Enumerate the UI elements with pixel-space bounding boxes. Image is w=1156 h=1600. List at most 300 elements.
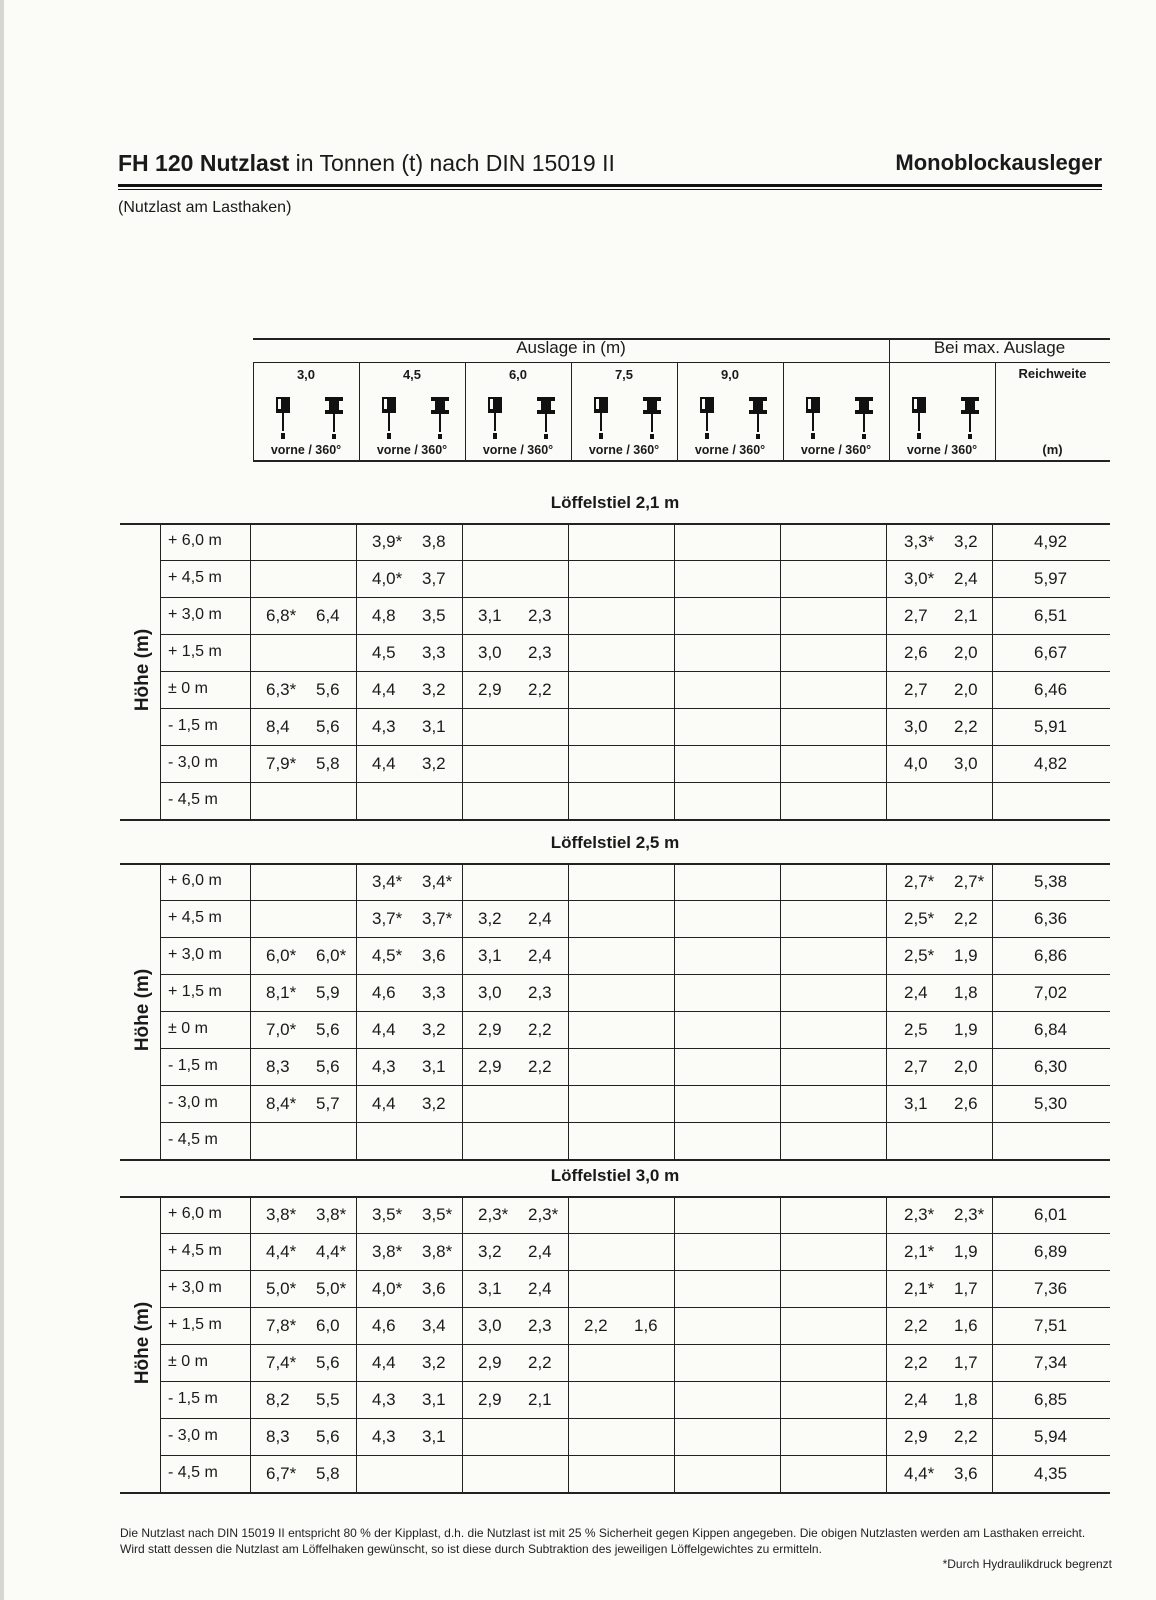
excavator-front-icon — [909, 396, 931, 440]
max-load-front: 2,7 — [904, 1057, 928, 1076]
load-360: 5,6 — [316, 1353, 340, 1372]
load-front: 4,8 — [372, 606, 396, 625]
reach-value: 7,36 — [1034, 1279, 1068, 1298]
excavator-360-icon — [747, 396, 769, 440]
reach-label: Reichweite — [1018, 366, 1087, 381]
load-360: 5,6 — [316, 1020, 340, 1039]
load-front: 8,3 — [266, 1057, 290, 1076]
row-rule — [160, 1233, 1110, 1234]
load-front: 3,5* — [372, 1205, 403, 1224]
excavator-front-icon — [379, 396, 401, 440]
height-axis-label: Höhe (m) — [132, 1301, 153, 1385]
load-front: 4,3 — [372, 1057, 396, 1076]
load-front: 4,4* — [266, 1242, 297, 1261]
col-divider — [568, 863, 569, 1159]
load-front: 3,9* — [372, 532, 403, 551]
load-front: 8,4* — [266, 1094, 297, 1113]
distance-label: 6,0 — [508, 367, 528, 382]
load-front: 3,8* — [266, 1205, 297, 1224]
max-load-front: 2,4 — [904, 983, 928, 1002]
height-label: + 4,5 m — [168, 909, 222, 926]
load-360: 5,6 — [316, 717, 340, 736]
load-front: 6,8* — [266, 606, 297, 625]
load-front: 2,9 — [478, 1020, 502, 1039]
max-load-360: 1,9 — [954, 1020, 978, 1039]
height-label: ± 0 m — [168, 680, 208, 697]
column-header — [253, 338, 1110, 470]
col-divider — [780, 1196, 781, 1492]
reach-value: 5,97 — [1034, 569, 1068, 588]
row-rule — [120, 1492, 1110, 1494]
load-360: 3,7* — [422, 909, 453, 928]
axis-divider — [160, 523, 161, 819]
max-auslage-label: Bei max. Auslage — [933, 338, 1066, 357]
load-front: 4,5 — [372, 643, 396, 662]
load-front: 4,3 — [372, 1427, 396, 1446]
max-load-360: 1,8 — [954, 1390, 978, 1409]
section-title: Löffelstiel 2,5 m — [550, 833, 680, 852]
height-label: + 6,0 m — [168, 532, 222, 549]
load-front: 2,9 — [478, 680, 502, 699]
row-rule — [160, 937, 1110, 938]
max-load-front: 2,4 — [904, 1390, 928, 1409]
col-divider — [356, 1196, 357, 1492]
load-front: 6,7* — [266, 1464, 297, 1483]
col-divider — [250, 523, 251, 819]
load-360: 3,6 — [422, 1279, 446, 1298]
load-front: 7,0* — [266, 1020, 297, 1039]
load-360: 3,8 — [422, 532, 446, 551]
row-rule — [160, 671, 1110, 672]
load-360: 3,2 — [422, 1094, 446, 1113]
max-load-front: 2,3* — [904, 1205, 935, 1224]
load-front: 4,0* — [372, 1279, 403, 1298]
load-front: 3,2 — [478, 909, 502, 928]
row-rule — [160, 1307, 1110, 1308]
height-label: + 6,0 m — [168, 1205, 222, 1222]
height-label: - 3,0 m — [168, 1094, 218, 1111]
load-front: 3,0 — [478, 983, 502, 1002]
distance-label: 4,5 — [402, 367, 422, 382]
reach-value: 6,84 — [1034, 1020, 1068, 1039]
load-front: 6,0* — [266, 946, 297, 965]
max-load-360: 2,2 — [954, 717, 978, 736]
excavator-360-icon — [959, 396, 981, 440]
max-load-front: 2,5 — [904, 1020, 928, 1039]
load-front: 4,4 — [372, 680, 396, 699]
max-load-front: 2,5* — [904, 946, 935, 965]
footer-text: Die Nutzlast nach DIN 15019 II entspricht 80 % der Kipplast, d.h. die Nutzlast ist mit 25 % Sicherheit gegen Kippen angegeben. Die obigen Nutzlasten werden am Lasthaken erreicht. Wird statt dessen die Nutzlast am Löffelhaken gewünscht, so ist diese durch Subtraktion des jeweiligen Löffelgewichtes zu ermitteln. — [120, 1526, 1086, 1556]
max-load-front: 3,0* — [904, 569, 935, 588]
load-360: 3,5* — [422, 1205, 453, 1224]
load-360: 2,4 — [528, 909, 552, 928]
max-load-front: 2,7* — [904, 872, 935, 891]
row-rule — [160, 560, 1110, 561]
height-label: + 3,0 m — [168, 946, 222, 963]
height-label: - 4,5 m — [168, 791, 218, 808]
col-divider — [462, 1196, 463, 1492]
load-360: 5,8 — [316, 754, 340, 773]
load-front: 4,6 — [372, 1316, 396, 1335]
col-divider — [356, 523, 357, 819]
section-block — [120, 830, 1110, 1164]
row-rule — [160, 1455, 1110, 1456]
excavator-360-icon — [429, 396, 451, 440]
reach-value: 6,67 — [1034, 643, 1068, 662]
section-block — [120, 1163, 1110, 1497]
orientation-label: vorne / 360° — [376, 443, 448, 457]
load-360: 2,3* — [528, 1205, 559, 1224]
reach-unit: (m) — [1042, 442, 1063, 457]
row-rule — [160, 1270, 1110, 1271]
reach-value: 6,86 — [1034, 946, 1068, 965]
height-label: - 3,0 m — [168, 754, 218, 771]
footer-note: *Durch Hydraulikdruck begrenzt — [942, 1557, 1112, 1571]
load-360: 3,2 — [422, 1020, 446, 1039]
col-divider — [992, 863, 993, 1159]
reach-value: 6,51 — [1034, 606, 1068, 625]
row-rule — [160, 974, 1110, 975]
table-top-rule — [120, 523, 1110, 525]
load-front: 4,6 — [372, 983, 396, 1002]
height-label: + 4,5 m — [168, 569, 222, 586]
model-name: FH 120 — [118, 150, 194, 176]
col-divider — [886, 1196, 887, 1492]
row-rule — [160, 1011, 1110, 1012]
height-label: + 3,0 m — [168, 1279, 222, 1296]
excavator-front-icon — [485, 396, 507, 440]
max-load-360: 2,2 — [954, 1427, 978, 1446]
load-360: 3,1 — [422, 717, 446, 736]
load-front: 2,3* — [478, 1205, 509, 1224]
load-360: 3,8* — [422, 1242, 453, 1261]
row-rule — [160, 708, 1110, 709]
load-front: 4,3 — [372, 1390, 396, 1409]
max-load-front: 2,5* — [904, 909, 935, 928]
row-rule — [160, 745, 1110, 746]
col-divider — [250, 1196, 251, 1492]
col-divider — [356, 863, 357, 1159]
height-label: - 1,5 m — [168, 1390, 218, 1407]
height-axis-label: Höhe (m) — [132, 628, 153, 712]
load-360: 4,4* — [316, 1242, 347, 1261]
load-360: 5,8 — [316, 1464, 340, 1483]
load-360: 5,5 — [316, 1390, 340, 1409]
max-load-front: 2,6 — [904, 643, 928, 662]
load-front: 8,1* — [266, 983, 297, 1002]
reach-value: 4,35 — [1034, 1464, 1068, 1483]
load-360: 5,7 — [316, 1094, 340, 1113]
max-load-360: 2,0 — [954, 680, 978, 699]
col-divider — [568, 1196, 569, 1492]
reach-value: 5,38 — [1034, 872, 1068, 891]
col-divider — [886, 523, 887, 819]
load-360: 3,1 — [422, 1427, 446, 1446]
load-360: 2,3 — [528, 606, 552, 625]
height-axis-label: Höhe (m) — [132, 968, 153, 1052]
load-front: 8,2 — [266, 1390, 290, 1409]
header-rule — [118, 184, 1102, 187]
load-360: 2,3 — [528, 643, 552, 662]
reach-value: 6,85 — [1034, 1390, 1068, 1409]
excavator-front-icon — [273, 396, 295, 440]
excavator-360-icon — [641, 396, 663, 440]
reach-value: 7,34 — [1034, 1353, 1068, 1372]
load-front: 3,0 — [478, 643, 502, 662]
page-title — [118, 150, 615, 177]
max-load-360: 1,9 — [954, 1242, 978, 1261]
load-front: 4,4 — [372, 1094, 396, 1113]
max-load-360: 3,2 — [954, 532, 978, 551]
load-360: 3,1 — [422, 1057, 446, 1076]
reach-value: 5,30 — [1034, 1094, 1068, 1113]
load-360: 2,2 — [528, 1057, 552, 1076]
load-360: 2,4 — [528, 1279, 552, 1298]
load-360: 2,2 — [528, 680, 552, 699]
max-load-360: 3,0 — [954, 754, 978, 773]
max-load-360: 2,0 — [954, 1057, 978, 1076]
load-360: 3,5 — [422, 606, 446, 625]
reach-value: 7,51 — [1034, 1316, 1068, 1335]
row-rule — [120, 819, 1110, 821]
load-front: 6,3* — [266, 680, 297, 699]
load-front: 3,7* — [372, 909, 403, 928]
col-divider — [780, 523, 781, 819]
load-360: 5,0* — [316, 1279, 347, 1298]
load-front: 3,1 — [478, 1279, 502, 1298]
load-360: 6,4 — [316, 606, 340, 625]
row-rule — [160, 782, 1110, 783]
section-title: Löffelstiel 3,0 m — [550, 1166, 680, 1185]
header-mid-rule — [253, 362, 1110, 363]
excavator-front-icon — [803, 396, 825, 440]
header-col-divider — [889, 338, 890, 460]
max-load-front: 2,7 — [904, 680, 928, 699]
row-rule — [160, 597, 1110, 598]
row-rule — [160, 1085, 1110, 1086]
max-load-front: 2,2 — [904, 1353, 928, 1372]
row-rule — [160, 634, 1110, 635]
height-label: ± 0 m — [168, 1020, 208, 1037]
max-load-360: 2,7* — [954, 872, 985, 891]
load-front: 4,3 — [372, 717, 396, 736]
max-load-360: 1,7 — [954, 1353, 978, 1372]
load-front: 4,4 — [372, 1020, 396, 1039]
load-360: 3,4 — [422, 1316, 446, 1335]
col-divider — [674, 1196, 675, 1492]
load-360: 2,2 — [528, 1353, 552, 1372]
max-load-front: 3,0 — [904, 717, 928, 736]
reach-value: 4,82 — [1034, 754, 1068, 773]
load-360: 2,4 — [528, 1242, 552, 1261]
height-label: - 3,0 m — [168, 1427, 218, 1444]
load-360: 2,3 — [528, 1316, 552, 1335]
height-label: + 1,5 m — [168, 1316, 222, 1333]
height-label: - 1,5 m — [168, 717, 218, 734]
height-label: + 3,0 m — [168, 606, 222, 623]
subtitle: (Nutzlast am Lasthaken) — [118, 199, 292, 216]
load-front: 3,0 — [478, 1316, 502, 1335]
boom-type: Monoblockausleger — [895, 150, 1102, 175]
table-top-rule — [120, 863, 1110, 865]
max-load-360: 2,0 — [954, 643, 978, 662]
load-360: 3,7 — [422, 569, 446, 588]
row-rule — [160, 1381, 1110, 1382]
max-load-front: 2,7 — [904, 606, 928, 625]
reach-value: 6,89 — [1034, 1242, 1068, 1261]
load-360: 3,1 — [422, 1390, 446, 1409]
height-label: - 4,5 m — [168, 1464, 218, 1481]
height-label: + 6,0 m — [168, 872, 222, 889]
load-front: 7,4* — [266, 1353, 297, 1372]
axis-divider — [160, 1196, 161, 1492]
load-360: 6,0 — [316, 1316, 340, 1335]
excavator-360-icon — [535, 396, 557, 440]
load-360: 6,0* — [316, 946, 347, 965]
load-front: 5,0* — [266, 1279, 297, 1298]
max-load-360: 2,3* — [954, 1205, 985, 1224]
max-load-front: 3,1 — [904, 1094, 928, 1113]
row-rule — [160, 1344, 1110, 1345]
load-360: 3,2 — [422, 1353, 446, 1372]
table-top-rule — [120, 1196, 1110, 1198]
max-load-360: 3,6 — [954, 1464, 978, 1483]
row-rule — [160, 1418, 1110, 1419]
orientation-label: vorne / 360° — [906, 443, 978, 457]
load-front: 3,2 — [478, 1242, 502, 1261]
row-rule — [120, 1159, 1110, 1161]
title-rest: in Tonnen (t) nach DIN 15019 II — [295, 150, 615, 176]
max-load-360: 1,6 — [954, 1316, 978, 1335]
distance-label: 3,0 — [296, 367, 316, 382]
col-divider — [674, 523, 675, 819]
reach-value: 5,94 — [1034, 1427, 1068, 1446]
load-front: 3,4* — [372, 872, 403, 891]
col-divider — [462, 523, 463, 819]
load-front: 4,0* — [372, 569, 403, 588]
load-front: 2,9 — [478, 1390, 502, 1409]
excavator-360-icon — [323, 396, 345, 440]
row-rule — [160, 1048, 1110, 1049]
load-360: 3,6 — [422, 946, 446, 965]
load-360: 3,4* — [422, 872, 453, 891]
load-360: 3,3 — [422, 643, 446, 662]
load-360: 3,8* — [316, 1205, 347, 1224]
col-divider — [250, 863, 251, 1159]
height-label: - 4,5 m — [168, 1131, 218, 1148]
load-front: 8,4 — [266, 717, 290, 736]
reach-value: 6,30 — [1034, 1057, 1068, 1076]
max-load-front: 4,4* — [904, 1464, 935, 1483]
load-front: 3,1 — [478, 946, 502, 965]
orientation-label: vorne / 360° — [588, 443, 660, 457]
load-front: 7,8* — [266, 1316, 297, 1335]
height-label: ± 0 m — [168, 1353, 208, 1370]
max-load-360: 2,6 — [954, 1094, 978, 1113]
load-360: 3,3 — [422, 983, 446, 1002]
auslage-label: Auslage in (m) — [516, 338, 626, 357]
max-load-360: 1,9 — [954, 946, 978, 965]
max-load-360: 2,1 — [954, 606, 978, 625]
load-front: 2,9 — [478, 1057, 502, 1076]
distance-label: 7,5 — [614, 367, 634, 382]
height-label: + 1,5 m — [168, 983, 222, 1000]
excavator-front-icon — [697, 396, 719, 440]
reach-value: 4,92 — [1034, 532, 1068, 551]
header-bottom-rule — [253, 460, 1110, 462]
height-label: + 4,5 m — [168, 1242, 222, 1259]
col-divider — [992, 1196, 993, 1492]
load-front: 7,9* — [266, 754, 297, 773]
load-360: 2,3 — [528, 983, 552, 1002]
col-divider — [462, 863, 463, 1159]
load-front: 2,2 — [584, 1316, 608, 1335]
max-load-front: 2,9 — [904, 1427, 928, 1446]
reach-value: 7,02 — [1034, 983, 1068, 1002]
header-rule-thin — [118, 189, 1102, 190]
load-front: 2,9 — [478, 1353, 502, 1372]
load-front: 4,5* — [372, 946, 403, 965]
excavator-front-icon — [591, 396, 613, 440]
max-load-360: 2,2 — [954, 909, 978, 928]
col-divider — [780, 863, 781, 1159]
max-load-front: 4,0 — [904, 754, 928, 773]
section-block — [120, 490, 1110, 824]
orientation-label: vorne / 360° — [482, 443, 554, 457]
load-360: 2,1 — [528, 1390, 552, 1409]
max-load-360: 1,8 — [954, 983, 978, 1002]
section-title: Löffelstiel 2,1 m — [550, 493, 680, 512]
reach-value: 6,01 — [1034, 1205, 1068, 1224]
col-divider — [674, 863, 675, 1159]
col-divider — [992, 523, 993, 819]
load-360: 3,2 — [422, 680, 446, 699]
reach-value: 5,91 — [1034, 717, 1068, 736]
load-360: 5,9 — [316, 983, 340, 1002]
load-front: 4,4 — [372, 754, 396, 773]
max-load-360: 2,4 — [954, 569, 978, 588]
max-load-front: 2,2 — [904, 1316, 928, 1335]
orientation-label: vorne / 360° — [270, 443, 342, 457]
excavator-360-icon — [853, 396, 875, 440]
load-front: 4,4 — [372, 1353, 396, 1372]
col-divider — [886, 863, 887, 1159]
max-load-front: 2,1* — [904, 1242, 935, 1261]
page-edge — [0, 0, 4, 1600]
orientation-label: vorne / 360° — [800, 443, 872, 457]
row-rule — [160, 1122, 1110, 1123]
max-load-front: 2,1* — [904, 1279, 935, 1298]
load-360: 1,6 — [634, 1316, 658, 1335]
load-360: 3,2 — [422, 754, 446, 773]
reach-value: 6,46 — [1034, 680, 1068, 699]
distance-label: 9,0 — [720, 367, 740, 382]
max-load-front: 3,3* — [904, 532, 935, 551]
load-front: 8,3 — [266, 1427, 290, 1446]
load-front: 3,1 — [478, 606, 502, 625]
load-360: 2,4 — [528, 946, 552, 965]
orientation-label: vorne / 360° — [694, 443, 766, 457]
max-load-360: 1,7 — [954, 1279, 978, 1298]
reach-value: 6,36 — [1034, 909, 1068, 928]
col-divider — [568, 523, 569, 819]
height-label: - 1,5 m — [168, 1057, 218, 1074]
row-rule — [160, 900, 1110, 901]
title-bold: Nutzlast — [199, 150, 290, 176]
load-360: 2,2 — [528, 1020, 552, 1039]
load-360: 5,6 — [316, 1057, 340, 1076]
height-label: + 1,5 m — [168, 643, 222, 660]
